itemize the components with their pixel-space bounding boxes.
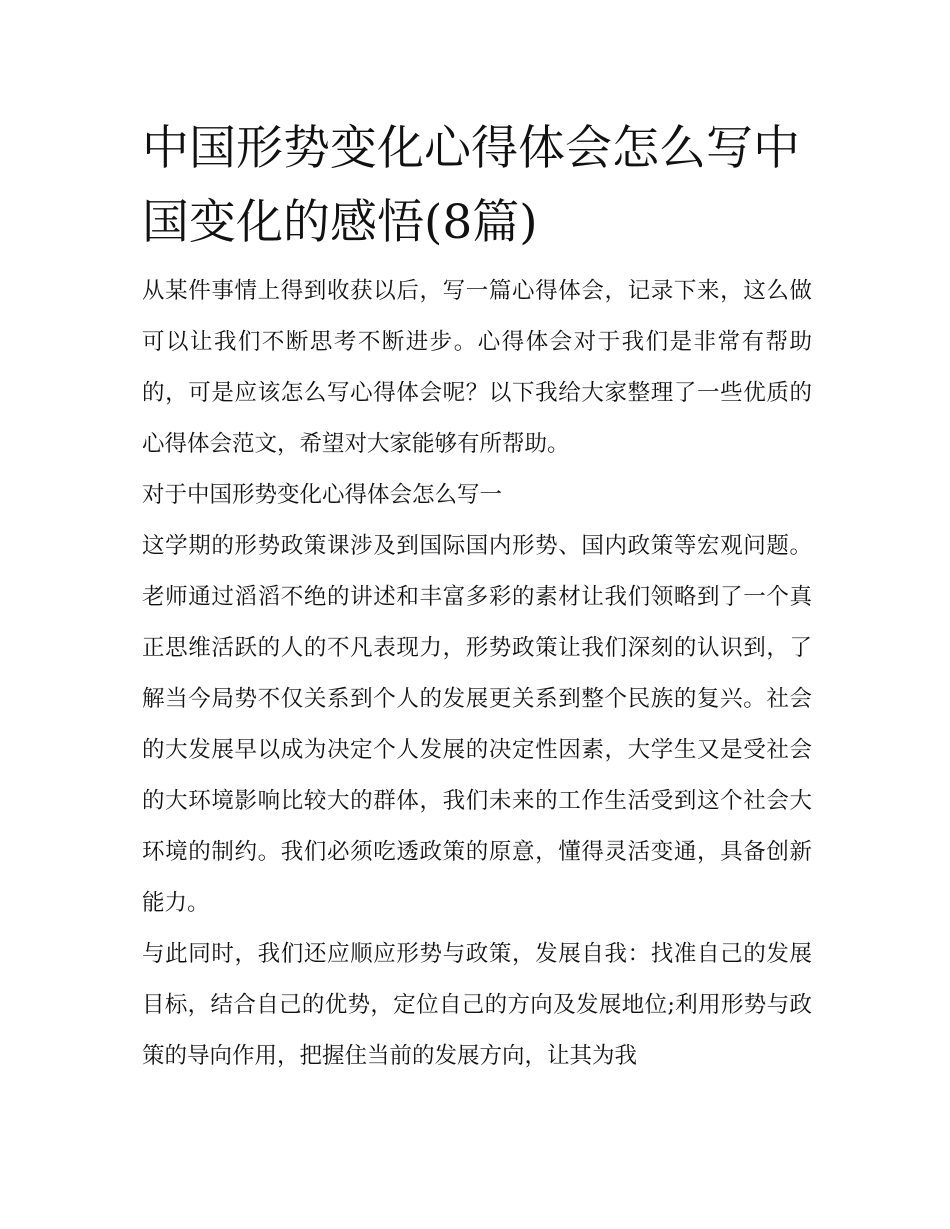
paragraph-body-2: 与此同时，我们还应顺应形势与政策，发展自我：找准自己的发展目标，结合自己的优势，定位自己的方向及发展地位;利用形势与政策的导向作用，把握住当前的发展方向，让其为我 (142, 941, 812, 1069)
document-content (142, 112, 812, 1082)
document-title: 中国形势变化心得体会怎么写中国变化的感悟(8篇) (142, 121, 800, 250)
paragraph-body-1: 这学期的形势政策课涉及到国际国内形势、国内政策等宏观问题。老师通过滔滔不绝的讲述和丰富多彩的素材让我们领略到了一个真正思维活跃的人的不凡表现力，形势政策让我们深刻的认识到，了解当今局势不仅关系到个人的发展更关系到整个民族的复兴。社会的大发展早以成为决定个人发展的决定性因素，大学生又是受社会的大环境影响比较大的群体，我们未来的工作生活受到这个社会大环境的制约。我们必须吃透政策的原意，懂得灵活变通，具备创新能力。 (142, 533, 812, 916)
document-body (142, 266, 812, 1082)
section-heading: 对于中国形势变化心得体会怎么写一 (142, 482, 503, 508)
paragraph-intro: 从某件事情上得到收获以后，写一篇心得体会，记录下来，这么做可以让我们不断思考不断进步。心得体会对于我们是非常有帮助的，可是应该怎么写心得体会呢？以下我给大家整理了一些优质的心得体会范文，希望对大家能够有所帮助。 (142, 278, 812, 457)
